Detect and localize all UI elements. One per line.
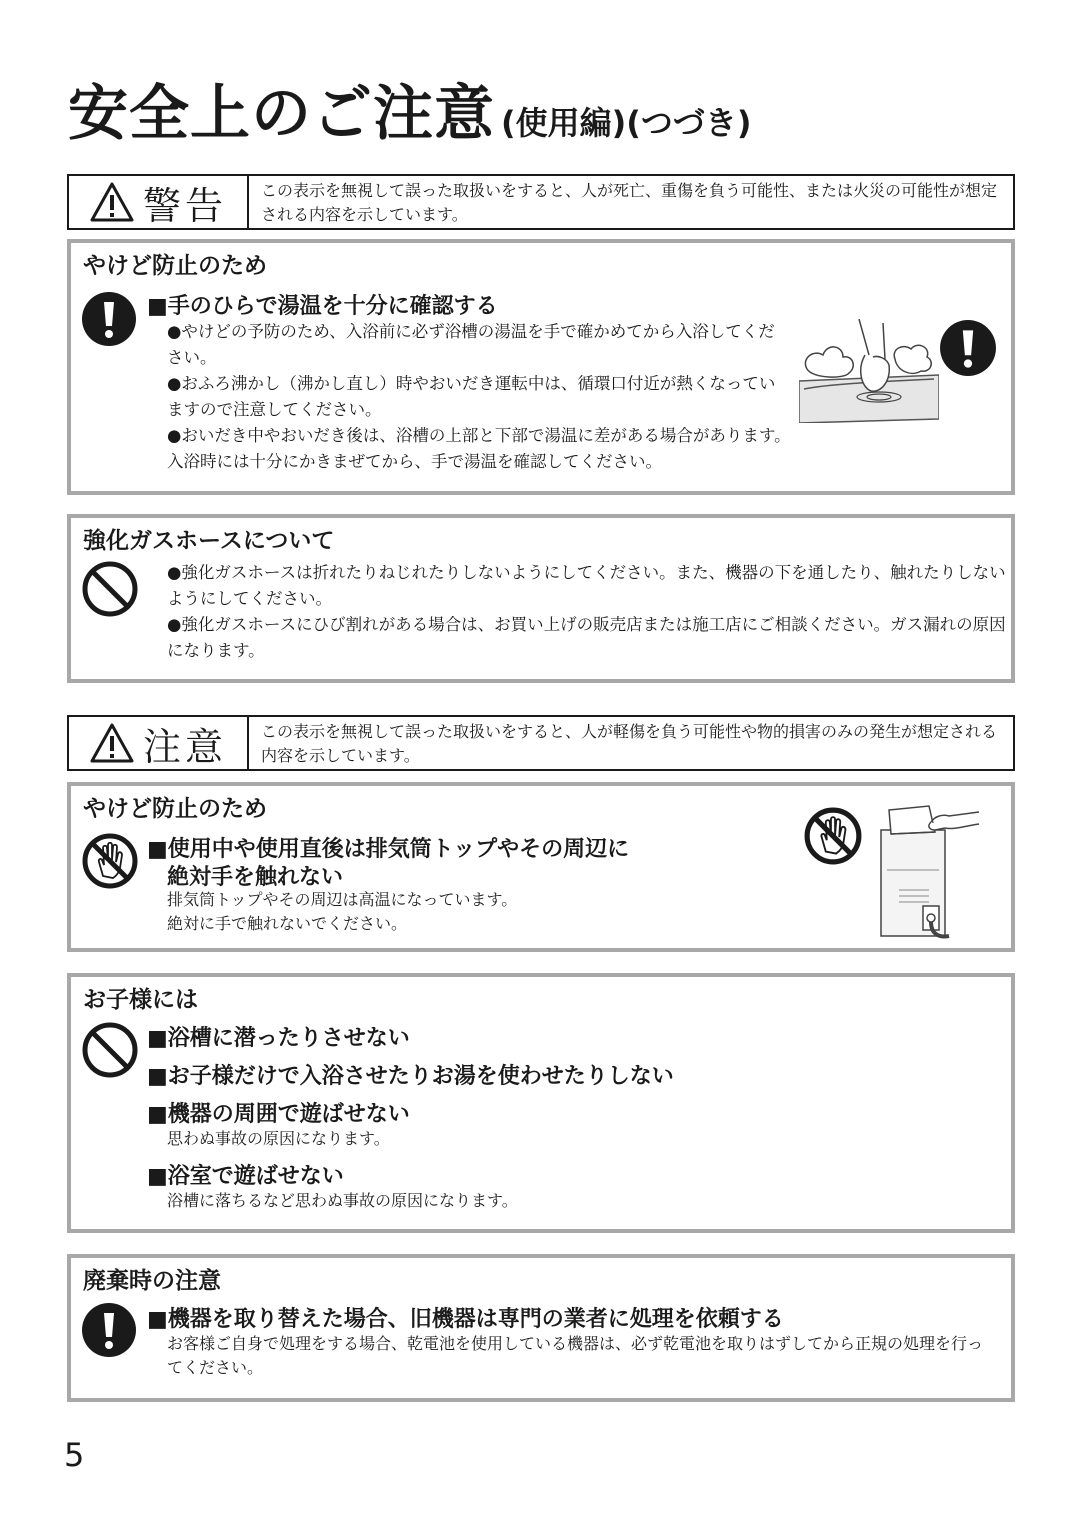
page-title (68, 66, 752, 152)
item-heading: ■機器を取り替えた場合、旧機器は専門の業者に処理を依頼する (147, 1307, 784, 1332)
section-title: 廃棄時の注意 (83, 1268, 221, 1294)
water-heater-illustration (869, 800, 981, 940)
bullet-text: ●強化ガスホースは折れたりねじれたりしないようにしてください。また、機器の下を通したり、触れたりしないようにしてください。 (167, 563, 1006, 608)
bullet-text: ●おふろ沸かし（沸かし直し）時やおいだき運転中は、循環口付近が熱くなっていますので注意してください。 (167, 374, 776, 419)
item-heading: ■浴槽に潜ったりさせない (147, 1026, 410, 1051)
warning-triangle-icon (89, 181, 135, 223)
no-touch-icon (803, 806, 863, 866)
item-heading: ■機器の周囲で遊ばせない (147, 1102, 410, 1127)
exclamation-circle-icon (939, 319, 997, 377)
section-title: 強化ガスホースについて (83, 528, 335, 554)
bullet-text: ●おいだき中やおいだき後は、浴槽の上部と下部で湯温に差がある場合があります。入浴時には十分にかきまぜてから、手で湯温を確認してください。 (167, 426, 791, 471)
item-heading-continued: 絶対手を触れない (167, 865, 344, 890)
body-text: お客様ご自身で処理をする場合、乾電池を使用している機器は、必ず乾電池を取りはずしてから正規の処理を行ってください。 (167, 1334, 984, 1377)
body-text: 絶対に手で触れないでください。 (167, 914, 408, 933)
page-number: 5 (64, 1436, 85, 1474)
page-title-main: 安全上のご注意 (68, 79, 495, 149)
warning-description: この表示を無視して誤った取扱いをすると、人が死亡、重傷を負う可能性、または火災の可能性が想定される内容を示しています。 (261, 181, 998, 224)
section-burn-prevention (67, 239, 1015, 495)
body-text: 浴槽に落ちるなど思わぬ事故の原因になります。 (167, 1191, 518, 1210)
warning-label (69, 176, 249, 228)
caution-word: 注意 (142, 724, 227, 769)
section-gas-hose (67, 514, 1015, 683)
warning-word: 警告 (142, 183, 227, 228)
section-exhaust-burn (67, 782, 1015, 952)
caution-signal-panel (67, 715, 1015, 771)
section-children (67, 973, 1015, 1233)
body-text: 思わぬ事故の原因になります。 (167, 1129, 390, 1148)
warning-triangle-icon (89, 722, 135, 764)
section-title: やけど防止のため (83, 796, 267, 822)
caution-description: この表示を無視して誤った取扱いをすると、人が軽傷を負う可能性や物的損害のみの発生が想定される内容を示しています。 (261, 722, 998, 765)
no-touch-icon (81, 832, 139, 890)
exclamation-circle-icon (81, 291, 137, 347)
section-title: お子様には (83, 987, 198, 1013)
prohibition-icon (81, 560, 139, 618)
body-text: 排気筒トップやその周辺は高温になっています。 (167, 890, 518, 909)
prohibition-icon (81, 1021, 139, 1079)
bullet-text: ●強化ガスホースにひび割れがある場合は、お買い上げの販売店または施工店にご相談ください。ガス漏れの原因になります。 (167, 615, 1006, 660)
hand-in-bath-illustration (799, 319, 939, 423)
caution-label (69, 717, 249, 769)
page-title-sub: (使用編)(つづき) (501, 104, 752, 142)
exclamation-circle-icon (81, 1302, 137, 1358)
item-heading: ■浴室で遊ばせない (147, 1164, 344, 1189)
item-heading: ■手のひらで湯温を十分に確認する (147, 294, 498, 319)
item-heading: ■使用中や使用直後は排気筒トップやその周辺に (147, 837, 630, 862)
item-heading: ■お子様だけで入浴させたりお湯を使わせたりしない (147, 1064, 674, 1089)
section-title: やけど防止のため (83, 253, 267, 279)
warning-signal-panel (67, 174, 1015, 230)
section-disposal (67, 1254, 1015, 1402)
bullet-text: ●やけどの予防のため、入浴前に必ず浴槽の湯温を手で確かめてから入浴してください。 (167, 322, 775, 367)
